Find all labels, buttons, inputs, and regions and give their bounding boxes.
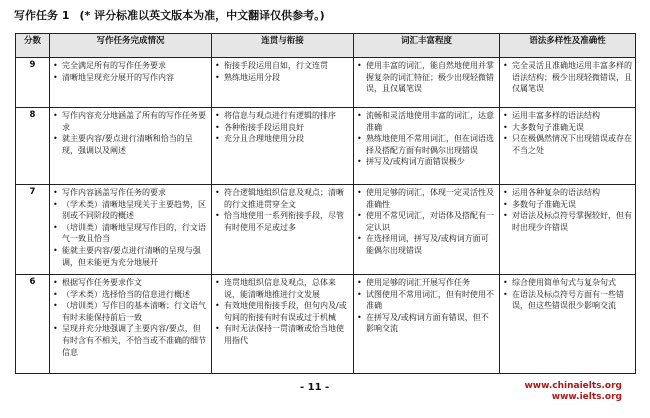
criteria-item: • 恰当地使用一系列衔接手段，尽管有时使用不足或过多: [215, 210, 350, 233]
criteria-item: • 符合逻辑地组织信息及观点；清晰的行文推进贯穿全文: [215, 187, 350, 210]
page-title: [14, 7, 325, 23]
criteria-item: • 使用足够的词汇，体现一定灵活性及准确性: [357, 187, 496, 210]
criteria-item: • 清晰地呈现充分展开的写作内容: [53, 72, 208, 84]
criteria-item: • 能就主要内容/要点进行清晰的呈现与强调，但未能更为充分地展开: [53, 245, 208, 268]
criteria-item: • 有时无法保持一贯清晰或恰当地使用指代: [215, 323, 350, 346]
criteria-item: • 流畅和灵活地使用丰富的词汇，达意准确: [357, 110, 496, 133]
criteria-item: • 只在极偶然情况下出现错误或存在不当之处: [503, 133, 632, 156]
column-header-coherence: 连贯与衔接: [212, 34, 354, 58]
band-descriptor-table: [15, 33, 636, 374]
criteria-item: • 有效地使用衔接手段，但句内及/或句间的衔接有时有误或过于机械: [215, 300, 350, 323]
task-cell: [50, 275, 212, 374]
table-row: [16, 108, 636, 185]
criteria-list: [503, 277, 632, 312]
criteria-item: • 完全满足所有的写作任务要求: [53, 60, 208, 72]
chinaielts-link[interactable]: www.chinaielts.org: [524, 381, 622, 391]
criteria-item: • 各种衔接手段运用良好: [215, 122, 350, 134]
criteria-item: • 连贯地组织信息及观点，总体来说，能清晰地推进行文发展: [215, 277, 350, 300]
criteria-item: • 完全灵活且准确地运用丰富多样的语法结构；极少出现轻微错误，且仅属笔误: [503, 60, 632, 95]
criteria-item: • 在选择用词，拼写及/或构词方面可能偶尔出现错误: [357, 233, 496, 256]
criteria-list: [503, 110, 632, 156]
criteria-list: [215, 277, 350, 347]
coherence-cell: [212, 58, 354, 108]
column-header-task: 写作任务完成情况: [50, 34, 212, 58]
criteria-list: [215, 187, 350, 233]
criteria-item: • 衔接手段运用自如，行文连贯: [215, 60, 350, 72]
criteria-item: • （培训类）写作目的基本清晰；行文语气有时未能保持前后一致: [53, 300, 208, 323]
criteria-item: • 将信息与观点进行有逻辑的排序: [215, 110, 350, 122]
criteria-list: [53, 187, 208, 268]
criteria-item: • 运用丰富多样的语法结构: [503, 110, 632, 122]
footer-links: [524, 381, 622, 403]
task-cell: [50, 185, 212, 275]
ielts-link[interactable]: www.ielts.org: [551, 392, 622, 402]
criteria-item: • （培训类）清晰地呈现写作目的，行文语气一致且恰当: [53, 222, 208, 245]
grammar-cell: [500, 108, 636, 185]
criteria-list: [357, 110, 496, 168]
criteria-list: [215, 110, 350, 145]
column-header-grammar: 语法多样性及准确性: [500, 34, 636, 58]
criteria-item: • 对语法及标点符号掌握较好，但有时出现少许错误: [503, 210, 632, 233]
grammar-cell: [500, 275, 636, 374]
criteria-list: [357, 60, 496, 95]
criteria-list: [503, 187, 632, 233]
lexical-cell: [354, 185, 500, 275]
criteria-list: [53, 110, 208, 156]
grammar-cell: [500, 185, 636, 275]
coherence-cell: [212, 185, 354, 275]
criteria-item: • 综合使用简单句式与复杂句式: [503, 277, 632, 289]
column-header-lexical: 词汇丰富程度: [354, 34, 500, 58]
criteria-item: • 使用足够的词汇开展写作任务: [357, 277, 496, 289]
criteria-item: • 熟练地使用不常用词汇，但在词语选择及搭配方面有时偶尔出现错误: [357, 133, 496, 156]
task-cell: [50, 108, 212, 185]
criteria-item: • 在拼写及/或构词方面有错误，但不影响交流: [357, 312, 496, 335]
criteria-item: • 多数句子准确无误: [503, 199, 632, 211]
criteria-item: • 熟练地运用分段: [215, 72, 350, 84]
criteria-list: [215, 60, 350, 83]
criteria-item: • 就主要内容/要点进行清晰和恰当的呈现，强调以及阐述: [53, 133, 208, 156]
criteria-list: [53, 277, 208, 358]
criteria-item: • 拼写及/或构词方面错误极少: [357, 156, 496, 168]
score-cell: 8: [16, 108, 50, 185]
lexical-cell: [354, 108, 500, 185]
table-row: [16, 185, 636, 275]
table-header-row: [16, 34, 636, 58]
score-cell: 7: [16, 185, 50, 275]
criteria-item: • 试图使用不常用词汇，但有时使用不准确: [357, 289, 496, 312]
criteria-item: • 大多数句子准确无误: [503, 122, 632, 134]
criteria-item: • 写作内容充分地涵盖了所有的写作任务要求: [53, 110, 208, 133]
score-cell: 9: [16, 58, 50, 108]
criteria-list: [503, 60, 632, 95]
criteria-item: • 使用不常见词汇，对语体及搭配有一定认识: [357, 210, 496, 233]
score-cell: 6: [16, 275, 50, 374]
coherence-cell: [212, 275, 354, 374]
criteria-item: • 根据写作任务要求作文: [53, 277, 208, 289]
coherence-cell: [212, 108, 354, 185]
lexical-cell: [354, 275, 500, 374]
table-row: [16, 58, 636, 108]
criteria-item: • 充分且合理地使用分段: [215, 133, 350, 145]
criteria-list: [357, 187, 496, 257]
task-cell: [50, 58, 212, 108]
criteria-item: • （学术类）选择恰当的信息进行概述: [53, 289, 208, 301]
criteria-item: • 使用丰富的词汇，能自然地使用并掌握复杂的词汇特征；极少出现轻微错误，且仅属笔误: [357, 60, 496, 95]
criteria-item: • 运用各种复杂的语法结构: [503, 187, 632, 199]
criteria-item: • （学术类）清晰地呈现关于主要趋势，区别或不同阶段的概述: [53, 199, 208, 222]
page-number: - 11 -: [300, 382, 330, 393]
title-text: 写作任务 1: [14, 9, 70, 22]
lexical-cell: [354, 58, 500, 108]
criteria-item: • 呈现并充分地强调了主要内容/要点，但有时含有不相关，不恰当或不准确的细节信息: [53, 323, 208, 358]
table-row: [16, 275, 636, 374]
translation-note: (* 评分标准以英文版本为准，中文翻译仅供参考。): [79, 9, 325, 22]
grammar-cell: [500, 58, 636, 108]
column-header-score: 分数: [16, 34, 50, 58]
criteria-item: • 写作内容涵盖写作任务的要求: [53, 187, 208, 199]
criteria-list: [357, 277, 496, 335]
criteria-item: • 在语法及标点符号方面有一些错误，但这些错误很少影响交流: [503, 289, 632, 312]
criteria-list: [53, 60, 208, 83]
